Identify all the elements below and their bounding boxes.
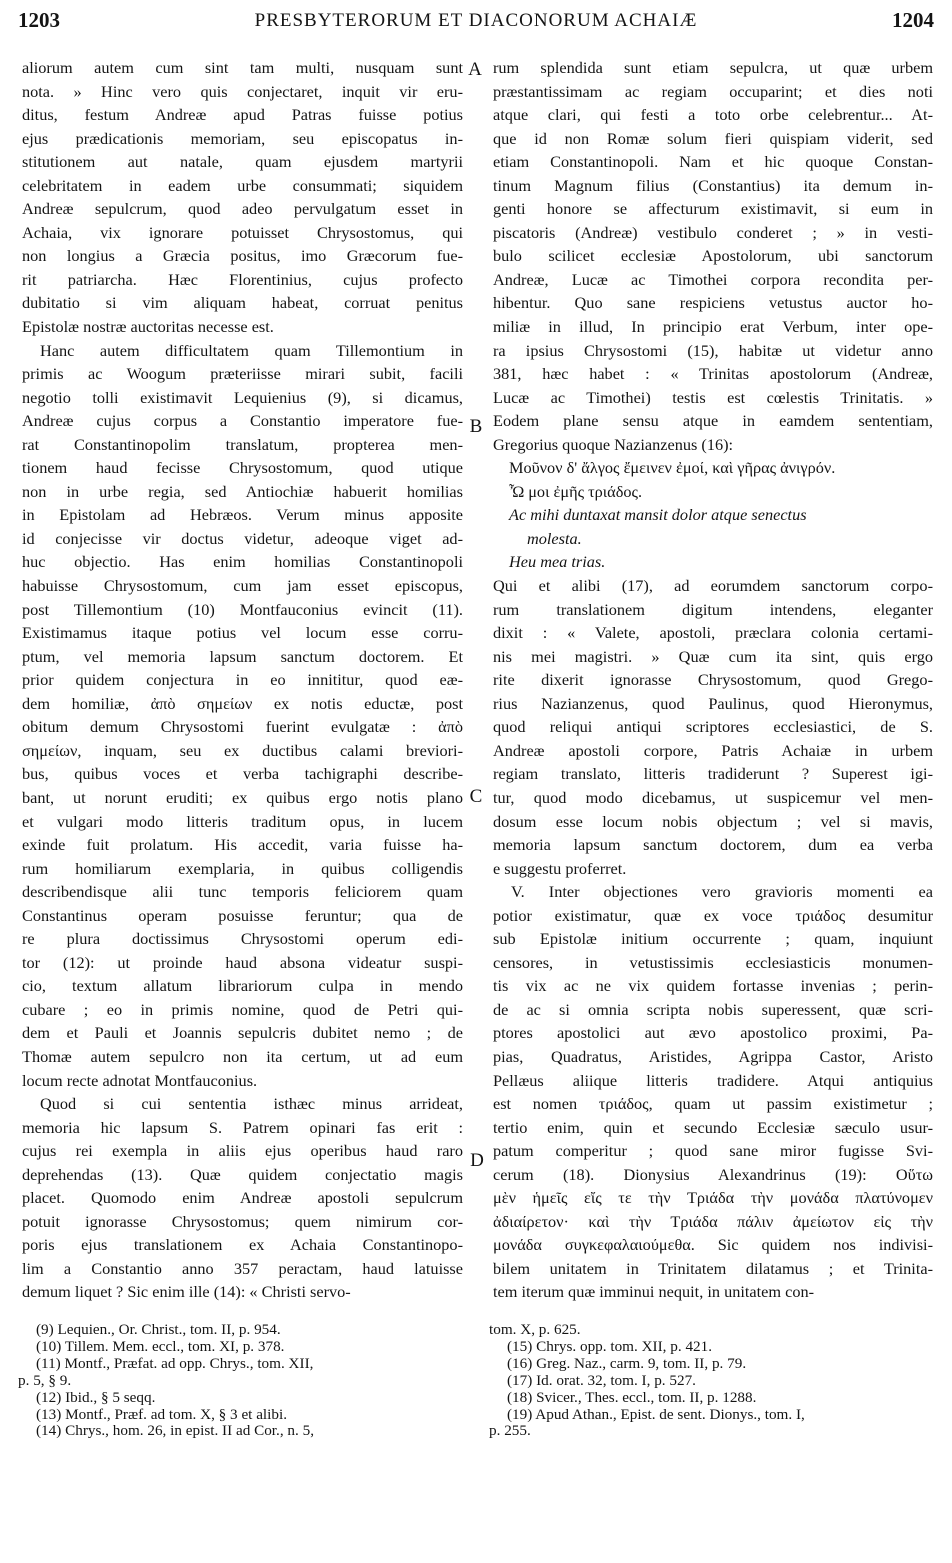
text-line: μονάδα συγκεφαλαιούμεθα. Sic quidem nos indivisi- bbox=[493, 1235, 933, 1255]
footnote-line: (10) Tillem. Mem. eccl., tom. XI, p. 378. bbox=[36, 1337, 285, 1355]
text-line: tur, quod modo dicebamus, ut suspicemur vel men- bbox=[493, 787, 933, 807]
text-line: in Epistolam ad Hebræos. Verum minus apposite bbox=[22, 505, 463, 525]
text-line: demum liquet ? Sic enim ille (14): « Christi servo- bbox=[22, 1282, 351, 1302]
text-line: Andreæ apostoli corpore, Patris Achaiæ in urbem bbox=[493, 740, 933, 760]
text-line: describendisque alii tunc temporis feliciorem quam bbox=[22, 882, 463, 902]
text-line: rum splendida sunt etiam sepulcra, ut quæ urbem bbox=[493, 58, 933, 77]
text-line: re plura doctissimus Chrysostomi operum edi- bbox=[22, 929, 463, 949]
text-line: rit patriarcha. Hæc Florentinius, cujus profecto bbox=[22, 269, 463, 289]
text-line: de ac si omnia scripta nobis superessent, quæ scri- bbox=[493, 999, 933, 1019]
text-line: tis vix ac ne vix quidem fortasse invenias ; perin- bbox=[493, 976, 933, 996]
greek-verse-line-1: Μοῦνον δ' ἄλγος ἔμεινεν ἐμοί, καὶ γῆρας ἀνιγρόν. bbox=[509, 458, 836, 478]
text-line: cio, textum allatum librariorum culpa in mendo bbox=[22, 976, 463, 996]
text-line: habuisse Chrysostomum, cum jam esset episcopus, bbox=[22, 576, 463, 596]
right-paragraph-2 bbox=[493, 574, 933, 880]
text-line: non longius a Græcia positus, imo Græcorum fue- bbox=[22, 246, 463, 266]
footnote-line: (14) Chrys., hom. 26, in epist. II ad Cor., n. 5, bbox=[36, 1422, 314, 1440]
text-line: lim a Constantio anno 357 peractam, haud latuisse bbox=[22, 1258, 463, 1278]
running-header bbox=[18, 8, 934, 38]
text-line: μὲν ἡμεῖς εἴς τε τὴν Τριάδα τὴν μονάδα πλατύνομεν bbox=[493, 1188, 933, 1208]
text-line: sub Epistolæ initium occurrente ; quam, inquiunt bbox=[493, 929, 933, 949]
text-line: tertio enim, quin et secundo Ecclesiæ sæculo usur- bbox=[493, 1117, 933, 1137]
left-column bbox=[22, 56, 463, 1304]
text-line: Epistolæ nostræ auctoritas necesse est. bbox=[22, 317, 274, 337]
text-line: rite dixerit ignorasse Chrysostomum, quod Grego- bbox=[493, 670, 933, 690]
text-line: V. Inter objectiones vero gravioris momenti ea bbox=[511, 882, 933, 902]
text-line: est nomen τριάδος, quam ut passim existimetur ; bbox=[493, 1094, 933, 1114]
text-line: e suggestu proferret. bbox=[493, 858, 627, 878]
greek-verse-line-2: Ὦ μοι ἐμῆς τριάδος. bbox=[509, 481, 643, 501]
margin-marker-a: A bbox=[468, 59, 482, 80]
text-line: huc objectio. Has enim homilias Constantinopoli bbox=[22, 552, 463, 572]
text-line: pias, Quadratus, Aristides, Agrippa Castor, Aristo bbox=[493, 1046, 933, 1066]
text-line: tionem haud fecisse Chrysostomum, quod utique bbox=[22, 458, 463, 478]
text-line: patum comperitur ; quod sane miror fugisse Svi- bbox=[493, 1141, 933, 1161]
text-line: Hanc autem difficultatem quam Tillemontium in bbox=[40, 340, 463, 360]
text-line: Constantinus operam posuisse feruntur; qua de bbox=[22, 905, 463, 925]
text-line: poris ejus translationem ex Achaia Constantinopo- bbox=[22, 1235, 463, 1255]
text-line: obitum demum Chrysostomi fuerint evulgatæ : ἀπὸ bbox=[22, 717, 463, 737]
text-line: bant, ut norunt eruditi; ex quibus ergo notis plano bbox=[22, 787, 463, 807]
text-line: memoria lapsum sanctum doctorem, dum ea verba bbox=[493, 835, 933, 855]
text-line: Qui et alibi (17), ad eorumdem sanctorum corpo- bbox=[493, 576, 933, 596]
right-page-number: 1204 bbox=[892, 8, 934, 32]
text-line: miliæ in illud, In principio erat Verbum, inter ope- bbox=[493, 317, 933, 337]
text-line: tinum Magnum filius (Constantius) ita demum in- bbox=[493, 175, 933, 195]
text-line: Pellæus aliique litteris tradidere. Atqui antiquius bbox=[493, 1070, 933, 1090]
text-line: cujus rei exempla in aliis ejus operibus haud raro bbox=[22, 1141, 463, 1161]
footnote-line: (9) Lequien., Or. Christ., tom. II, p. 954. bbox=[36, 1321, 281, 1338]
text-line: ἀδιαίρετον· καὶ τὴν Τριάδα πάλιν ἀμείωτον εἰς τὴν bbox=[493, 1211, 933, 1231]
text-line: ejus prædicationis memoriam, seu episcopatus in- bbox=[22, 128, 463, 148]
text-line: primis ac Woogum præteriisse mirari subit, facili bbox=[22, 364, 463, 384]
text-line: bilem unitatem in Trinitatem dilatamus ; et Trinita- bbox=[493, 1258, 933, 1278]
margin-marker-b: B bbox=[469, 416, 483, 437]
text-line: potuit ignorasse Chrysostomus; quem nimirum cor- bbox=[22, 1211, 463, 1231]
text-line: ptum, vel memoria lapsum sanctum doctorem. Et bbox=[22, 646, 463, 666]
text-line: prior quidem conjectura in eo innititur, quod eæ- bbox=[22, 670, 463, 690]
text-line: tem iterum quæ imminui nequit, in unitatem con- bbox=[493, 1282, 815, 1302]
footnote-line: (15) Chrys. opp. tom. XII, p. 421. bbox=[507, 1337, 713, 1355]
text-line: deprehendas (13). Quæ quidem conjectatio magis bbox=[22, 1164, 463, 1184]
footnote-line: (17) Id. orat. 32, tom. I, p. 527. bbox=[507, 1371, 696, 1389]
footnotes-right bbox=[489, 1322, 935, 1440]
text-line: hibentur. Quo sane respiciens vetustus auctor ho- bbox=[493, 293, 933, 313]
text-line: stitutionem aut natale, quam ejusdem martyrii bbox=[22, 152, 463, 172]
footnote-line: p. 5, § 9. bbox=[18, 1371, 72, 1389]
text-line: post Tillemontium (10) Montfauconius evincit (11). bbox=[22, 599, 463, 619]
text-line: memoria hic lapsum S. Patrem opinari fas erit : bbox=[22, 1117, 463, 1137]
margin-marker-c: C bbox=[469, 786, 483, 807]
text-line: Quod si cui sententia isthæc minus arrideat, bbox=[40, 1094, 463, 1114]
text-line: σημείων, inquam, seu ex ductibus calami breviori- bbox=[22, 740, 463, 760]
text-line: rius Nazianzenus, quod Paulinus, quod Hieronymus, bbox=[493, 693, 933, 713]
text-line: dixit : « Valete, apostoli, præclara colonia certami- bbox=[493, 623, 933, 643]
right-column bbox=[493, 56, 933, 1304]
text-line: Andreæ sepulcrum, quod adeo pervulgatum esset in bbox=[22, 199, 463, 219]
text-line: negotio tolli existimavit Lequienius (9), si dicamus, bbox=[22, 387, 463, 407]
text-line: genti honore se affecturum existimavit, si eum in bbox=[493, 199, 933, 219]
text-line: id conjecisse vir doctus videtur, adeoque viget ad- bbox=[22, 528, 463, 548]
running-title: PRESBYTERORUM ET DIACONORUM ACHAIÆ bbox=[254, 10, 698, 31]
text-line: nota. » Hinc vero quis conjectaret, inquit vir eru- bbox=[22, 81, 463, 101]
text-line: celebritatem in eadem urbe consummati; siquidem bbox=[22, 175, 463, 195]
text-line: cerum (18). Dionysius Alexandrinus (19): Οὕτω bbox=[493, 1164, 933, 1184]
text-line: Gregorius quoque Nazianzenus (16): bbox=[493, 434, 734, 454]
left-paragraph-1 bbox=[22, 56, 463, 339]
footnote-line: tom. X, p. 625. bbox=[489, 1321, 581, 1338]
text-line: 381, hæc habet : « Trinitas apostolorum (Andreæ, bbox=[493, 364, 933, 384]
text-line: Achaia, vix ignorare potuisset Chrysostomus, qui bbox=[22, 222, 463, 242]
text-line: ptores apostolici aut ævo apostolico proximi, Pa- bbox=[493, 1023, 933, 1043]
text-line: regiam translato, litteris tradiderunt ? Superest igi- bbox=[493, 764, 933, 784]
footnote-line: (18) Svicer., Thes. eccl., tom. II, p. 1288. bbox=[507, 1388, 757, 1406]
text-line: præstantissimam ac regiam occuparint; et dies noti bbox=[493, 81, 933, 101]
text-line: placet. Quomodo enim Andreæ apostoli sepulcrum bbox=[22, 1188, 463, 1208]
text-line: dem homiliæ, ἀπὸ σημείων ex notis eductæ, post bbox=[22, 693, 463, 713]
text-line: ra ipsius Chrysostomi (15), habitæ ut videtur anno bbox=[493, 340, 933, 360]
latin-verse-line-1-continued: molesta. bbox=[527, 528, 582, 548]
text-line: rat Constantinopolim translatum, propterea men- bbox=[22, 434, 463, 454]
footnote-line: (12) Ibid., § 5 seqq. bbox=[36, 1388, 156, 1406]
footnote-line: (13) Montf., Præf. ad tom. X, § 3 et alibi. bbox=[36, 1405, 287, 1423]
left-page-number: 1203 bbox=[18, 8, 60, 32]
text-line: dem et Pauli et Joannis sepulcris dubitet nemo ; de bbox=[22, 1023, 463, 1043]
text-line: rum translationem digitum intendens, eleganter bbox=[493, 599, 933, 619]
text-line: bulo scilicet ecclesiæ Apostolorum, ubi sanctorum bbox=[493, 246, 933, 266]
right-paragraph-1 bbox=[493, 56, 933, 456]
text-line: quod reliqui antiqui scriptores ecclesiastici, de S. bbox=[493, 717, 933, 737]
text-line: dosum esse locum nobis objectum ; vel si mavis, bbox=[493, 811, 933, 831]
footnote-line: (16) Greg. Naz., carm. 9, tom. II, p. 79. bbox=[507, 1354, 747, 1372]
footnotes-left bbox=[18, 1322, 468, 1440]
text-line: Thomæ autem sepulcro non ita certum, ut ad eum bbox=[22, 1046, 463, 1066]
text-line: ditus, festum Andreæ apud Patras fuisse potius bbox=[22, 105, 463, 125]
footnote-line: (11) Montf., Præfat. ad opp. Chrys., tom. XII, bbox=[36, 1354, 314, 1372]
text-line: etiam Constantinopoli. Nam et hic quoque Constan- bbox=[493, 152, 933, 172]
footnote-line: p. 255. bbox=[489, 1422, 531, 1440]
text-line: Lucæ ac Timothei) testis est cœlestis Trinitatis. » bbox=[493, 387, 933, 407]
text-line: et vulgari modo litteris traditum opus, in lucem bbox=[22, 811, 463, 831]
text-line: tor (12): ut proinde haud absona videatur suspi- bbox=[22, 952, 463, 972]
text-line: aliorum autem cum sint tam multi, nusquam sunt bbox=[22, 58, 463, 77]
left-paragraph-3 bbox=[22, 1092, 463, 1304]
text-line: Eodem plane sensu atque in eamdem sententiam, bbox=[493, 411, 933, 431]
latin-verse-line-2: Heu mea trias. bbox=[509, 552, 606, 572]
text-line: que id non Romæ solum fieri quispiam viderit, sed bbox=[493, 128, 933, 148]
margin-marker-d: D bbox=[470, 1150, 484, 1171]
text-line: Existimamus itaque potius vel locum esse corru- bbox=[22, 623, 463, 643]
footnote-line: (19) Apud Athan., Epist. de sent. Dionys., tom. I, bbox=[507, 1405, 805, 1423]
text-line: locum recte adnotat Montfauconius. bbox=[22, 1070, 258, 1090]
text-line: cubare ; eo in primis nomine, quod de Petri qui- bbox=[22, 999, 463, 1019]
text-line: potior existimatur, quæ ex voce τριάδος desumitur bbox=[493, 905, 933, 925]
text-line: Andreæ, Lucæ ac Timothei corpora recondita per- bbox=[493, 269, 933, 289]
text-line: bus, quibus voces et verba tachigraphi describe- bbox=[22, 764, 463, 784]
text-line: non in urbe regia, sed Antiochiæ habuerit homilias bbox=[22, 481, 463, 501]
text-line: nis mei magistri. » Quæ cum ita sint, quis ergo bbox=[493, 646, 933, 666]
text-line: rum homiliarum exemplaria, in quibus colligendis bbox=[22, 858, 463, 878]
latin-verse-line-1: Ac mihi duntaxat mansit dolor atque senectus bbox=[509, 505, 807, 525]
text-line: dubitatio si vim aliquam habeat, corruat penitus bbox=[22, 293, 463, 313]
text-line: Andreæ cujus corpus a Constantio imperatore fue- bbox=[22, 411, 463, 431]
text-line: atque clari, qui festi a toto orbe celebrentur... At- bbox=[493, 105, 933, 125]
text-line: piscatoris (Andreæ) vestibulo conderet ; » in vesti- bbox=[493, 222, 933, 242]
right-paragraph-3 bbox=[493, 880, 933, 1304]
text-line: exinde fuit prolatum. His accedit, varia fuisse ha- bbox=[22, 835, 463, 855]
text-line: censores, in vetustissimis ecclesiasticis monumen- bbox=[493, 952, 933, 972]
left-paragraph-2 bbox=[22, 339, 463, 1093]
